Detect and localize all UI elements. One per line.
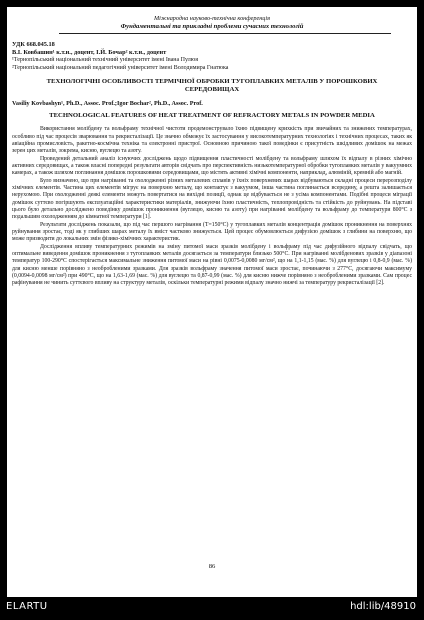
page-number: 86 [208, 563, 216, 570]
header-rule [59, 33, 391, 34]
conference-name: Міжнародна науково-технічна конференція [154, 15, 270, 22]
authors-uk: В.І. Ковбашин¹ к.т.н., доцент, І.Й. Бочар² к.т.н., доцент [12, 49, 167, 56]
handle-id: hdl:lib/48910 [350, 601, 416, 612]
title-uk: ТЕХНОЛОГІЧНІ ОСОБЛИВОСТІ ТЕРМІЧНОЇ ОБРОБКИ ТУГОПЛАВКИХ МЕТАЛІВ У ПОРОШКОВИХ СЕРЕДОВИЩАХ [46, 78, 378, 94]
proceedings-title: Фундаментальні та прикладні проблеми сучасних технологій [120, 23, 304, 30]
repository-label: ELARTU [6, 601, 48, 612]
paragraph-2: Проведений детальний аналіз існуючих досліджень щодо підвищення пластичності молібдену та вольфраму шляхом їх відпалу в різних хімічно активних середовищах, а також власні попередні результати авторів свідчать про перспективність низькотемпературної обробки тугоплавких металів у вакуумних камерах, а також шляхом поглинання домішок порошковими середовищами, що містять активні хімічні компоненти, наприклад, алюміній, кремній або магній. [12, 155, 412, 177]
paragraph-3: Було визначено, що при нагріванні та охолодженні різних металевих сплавів у їхніх поверхневих шарах відбуваються складні процеси перерозподілу хімічних елементів. Частина цих елементів мігрує на поверхню металу, що контактує з вакуумом, інша частина поглинається всередину, а решта залишається нерухомою. При охолодженні деякі елементи можуть повертатися на вихідні позиції, однак це відбувається не з усіма компонентами. Подібні процеси міграції домішок суттєво погіршують експлуатаційні характеристики матеріалів, знижуючи їхню пластичність, теплопровідність та стійкість до руйнувань. На підставі цього було детально досліджено поведінку домішок проникнення (вуглецю, кисню та азоту) при нагріванні молібдену та вольфраму до температури 800°С з подальшим охолодженням до кімнатної температури [1]. [12, 177, 412, 221]
udc-code: УДК 668.045.18 [12, 41, 55, 48]
article-body [12, 41, 412, 288]
authors-en: Vasiliy Kovbashyn¹, Ph.D., Assoc. Prof.;Igor Bochar², Ph.D., Assoc. Prof. [12, 100, 203, 108]
affiliation-2: ²Тернопільський національний педагогічний університет імені Володимира Гнатюка [12, 64, 229, 71]
affiliation-1: ¹Тернопільський національний технічний університет імені Івана Пулюя [12, 57, 198, 63]
paper-page [7, 7, 417, 597]
title-en: TECHNOLOGICAL FEATURES OF HEAT TREATMENT OF REFRACTORY METALS IN POWDER MEDIA [49, 112, 375, 120]
paragraph-4: Результати досліджень показали, що під час першого нагрівання (Т=150°С) у тугоплавких металів концентрація домішок проникнення на поверхнях руйнування зростає, тоді як у глибших шарах металу їх вміст частково знижується. Цей процес обумовлюється дифузією домішок з глибини на поверхню, що може призводити до локальних змін фізико-хімічних характеристик. [12, 221, 412, 243]
paragraph-1: Використання молібдену та вольфраму технічної чистоти продемонструвало їхню підвищену крихкість при звичайних та знижених температурах, особливо під час процесів зварювання та рекристалізації. Це значно обмежує їх застосування у високотемпературних технологіях і технічних процесах, таких як авіаційна промисловість, ракетно-космічна техніка та електронні пристрої. Основною причиною такої поведінки є присутність шкідливих домішок на межах зерен цих металів, зокрема, кисню, вуглецю та азоту. [12, 126, 412, 155]
paragraph-5: Дослідження впливу температурних режимів на зміну питомої маси зразків молібдену і вольфраму під час дифузійного відпалу свідчать, що оптимальне виведення домішок проникнення з тугоплавких металів досягається за температури близько 500°С. При нагріванні молібденових зразків у діапазоні температур 100-290°С спостерігається максимальне зниження питомої маси на рівні 0,0075-0,0080 мг/см², що на 1,1-1,15 (мас. %) для вуглецю і 0,8-0,9 (мас. %) для кисню менше порівняно з необробленими зразками. Для зразків вольфраму значення питомої маси зростає, починаючи з 277°С, досягаючи максимуму (0,0094-0,0098 мг/см²) при 490°С, що на 1,63-1,69 (мас. %) для вуглецю та 0,87-0,99 (мас. %) для кисню нижче порівняно з необробленими зразками. Сам процес рафінування не чинить суттєвого впливу на структуру металів, оскільки температурні режими відпалу значно нижчі за температуру рекристалізації [2]. [12, 243, 412, 287]
